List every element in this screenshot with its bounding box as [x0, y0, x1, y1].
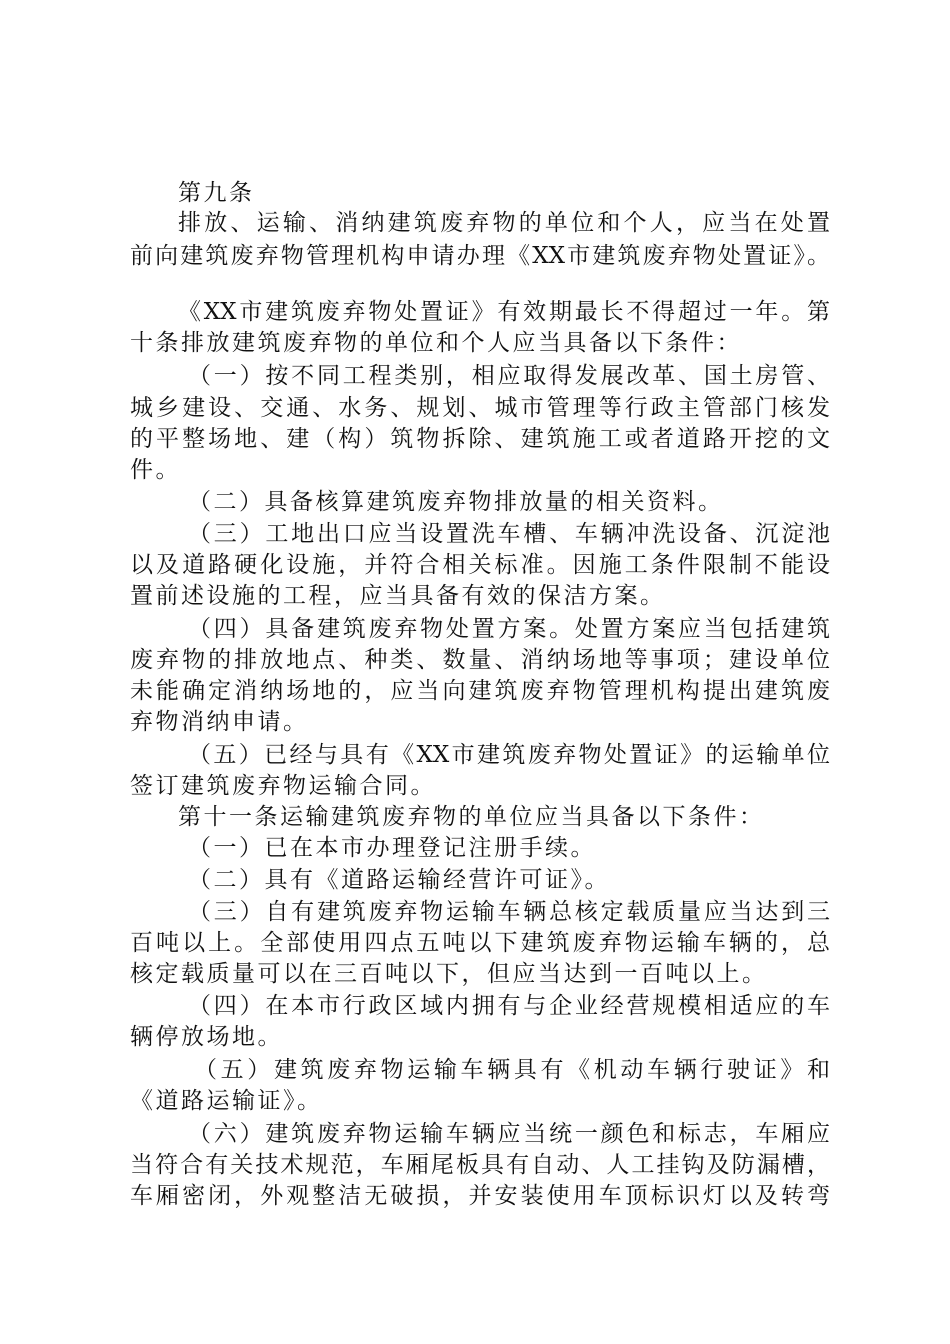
- paragraph-line: （五）建筑废弃物运输车辆具有《机动车辆行驶证》和: [194, 1057, 830, 1083]
- paragraph-line: 百吨以上。全部使用四点五吨以下建筑废弃物运输车辆的，总: [130, 930, 830, 956]
- paragraph-line: （五）已经与具有《XX市建筑废弃物处置证》的运输单位: [188, 742, 830, 768]
- paragraph-line: 辆停放场地。: [130, 1024, 283, 1050]
- paragraph-line: 废弃物的排放地点、种类、数量、消纳场地等事项；建设单位: [130, 647, 830, 673]
- paragraph-line: 的平整场地、建（构）筑物拆除、建筑施工或者道路开挖的文: [130, 426, 830, 452]
- paragraph-line: （六）建筑废弃物运输车辆应当统一颜色和标志，车厢应: [188, 1121, 830, 1147]
- paragraph-line: 车厢密闭，外观整洁无破损，并安装使用车顶标识灯以及转弯: [130, 1183, 830, 1209]
- paragraph-line: （三）自有建筑废弃物运输车辆总核定载质量应当达到三: [188, 899, 830, 925]
- paragraph-line: （二）具有《道路运输经营许可证》。: [188, 867, 610, 893]
- document-page: [130, 0, 830, 1344]
- article-11-line: 第十一条运输建筑废弃物的单位应当具备以下条件：: [178, 804, 765, 830]
- paragraph-line: （四）具备建筑废弃物处置方案。处置方案应当包括建筑: [188, 616, 830, 642]
- paragraph-line: 弃物消纳申请。: [130, 709, 309, 735]
- paragraph-line: 件。: [130, 457, 181, 483]
- paragraph-line: （一）已在本市办理登记注册手续。: [188, 835, 596, 861]
- paragraph-line: （一）按不同工程类别，相应取得发展改革、国土房管、: [188, 363, 830, 389]
- paragraph-line: （三）工地出口应当设置洗车槽、车辆冲洗设备、沉淀池: [188, 521, 830, 547]
- paragraph-line: 城乡建设、交通、水务、规划、城市管理等行政主管部门核发: [130, 395, 830, 421]
- paragraph-line: 核定载质量可以在三百吨以下，但应当达到一百吨以上。: [130, 961, 768, 987]
- article-9-heading: 第九条: [178, 180, 255, 206]
- paragraph-line: 置前述设施的工程，应当具备有效的保洁方案。: [130, 583, 666, 609]
- paragraph-line: 签订建筑废弃物运输合同。: [130, 773, 436, 799]
- paragraph-line: （二）具备核算建筑废弃物排放量的相关资料。: [188, 489, 724, 515]
- paragraph-line: 《道路运输证》。: [130, 1088, 323, 1114]
- paragraph-line: 排放、运输、消纳建筑废弃物的单位和个人，应当在处置: [178, 210, 830, 236]
- paragraph-line: 以及道路硬化设施，并符合相关标准。因施工条件限制不能设: [130, 552, 830, 578]
- paragraph-line: 未能确定消纳场地的，应当向建筑废弃物管理机构提出建筑废: [130, 678, 830, 704]
- paragraph-line: 十条排放建筑废弃物的单位和个人应当具备以下条件：: [130, 330, 742, 356]
- paragraph-line: 当符合有关技术规范，车厢尾板具有自动、人工挂钩及防漏槽，: [130, 1152, 830, 1178]
- paragraph-line: 《XX市建筑废弃物处置证》有效期最长不得超过一年。第: [178, 299, 830, 325]
- paragraph-line: 前向建筑废弃物管理机构申请办理《XX市建筑废弃物处置证》。: [130, 243, 830, 269]
- paragraph-line: （四）在本市行政区域内拥有与企业经营规模相适应的车: [188, 993, 830, 1019]
